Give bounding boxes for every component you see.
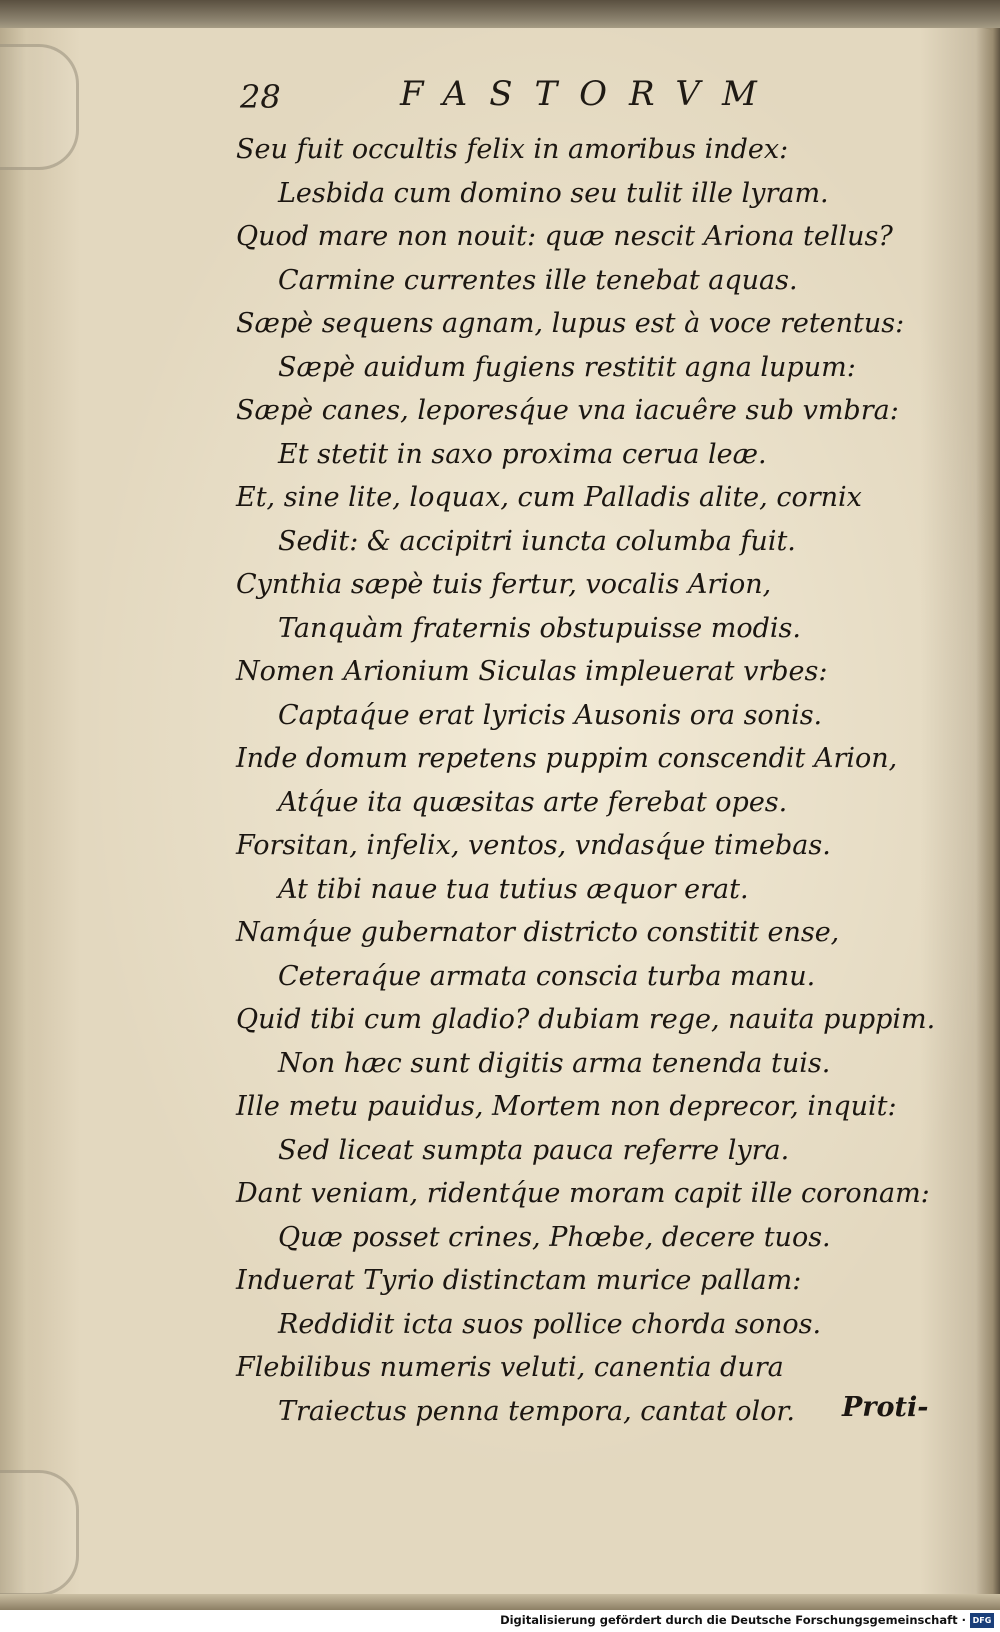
verse-line: Cynthia sæpè tuis fertur, vocalis Arion,	[236, 569, 772, 600]
verse-line: Sæpè canes, leporesq́ue vna iacuêre sub vmbra:	[236, 395, 899, 426]
verse-line: Forsitan, infelix, ventos, vndasq́ue timebas.	[236, 830, 831, 861]
verse-line: Traiectus penna tempora, cantat olor.	[278, 1395, 795, 1427]
verse-line: Captaq́ue erat lyricis Ausonis ora sonis.	[278, 699, 823, 731]
page-edge-right	[976, 28, 1000, 1608]
verse-list	[236, 128, 936, 1433]
funding-credit: Digitalisierung gefördert durch die Deutsche Forschungsgemeinschaft ·	[500, 1613, 966, 1627]
dfg-logo-icon: DFG	[970, 1613, 994, 1628]
verse-line: Seu fuit occultis felix in amoribus index:	[236, 134, 789, 165]
catchword: Proti-	[842, 1392, 929, 1423]
verse-line: Non hæc sunt digitis arma tenenda tuis.	[278, 1047, 831, 1079]
verse-line: Sed liceat sumpta pauca referre lyra.	[278, 1134, 790, 1166]
verse-line: Lesbida cum domino seu tulit ille lyram.	[278, 177, 829, 209]
verse-line: Sedit: & accipitri iuncta columba fuit.	[278, 525, 796, 557]
verse-line: Dant veniam, ridentq́ue moram capit ille coronam:	[236, 1178, 930, 1209]
verse-line: Sæpè sequens agnam, lupus est à voce retentus:	[236, 308, 905, 339]
page-header	[240, 74, 800, 124]
verse-line: Flebilibus numeris veluti, canentia dura	[236, 1352, 784, 1383]
verse-line: At tibi naue tua tutius æquor erat.	[278, 873, 749, 905]
verse-line: Atq́ue ita quæsitas arte ferebat opes.	[278, 786, 788, 818]
book-clip-bottom	[0, 1470, 79, 1596]
verse-line: Quod mare non nouit: quæ nescit Ariona tellus?	[236, 221, 893, 252]
verse-line: Tanquàm fraternis obstupuisse modis.	[278, 612, 801, 644]
verse-line: Quid tibi cum gladio? dubiam rege, nauita puppim.	[236, 1004, 936, 1035]
verse-line: Et, sine lite, loquax, cum Palladis alite, cornix	[236, 482, 862, 513]
verse-line: Ille metu pauidus, Mortem non deprecor, inquit:	[236, 1091, 897, 1122]
verse-line: Sæpè auidum fugiens restitit agna lupum:	[278, 351, 856, 383]
verse-line: Et stetit in saxo proxima cerua leæ.	[278, 438, 767, 470]
verse-line: Nomen Arionium Siculas impleuerat vrbes:	[236, 656, 828, 687]
verse-line: Ceteraq́ue armata conscia turba manu.	[278, 960, 816, 992]
verse-line: Reddidit icta suos pollice chorda sonos.	[278, 1308, 822, 1340]
running-title: FASTORVM	[400, 74, 779, 114]
book-bottom-edge	[0, 1594, 1000, 1610]
verse-line: Carmine currentes ille tenebat aquas.	[278, 264, 798, 296]
book-clip-top	[0, 44, 79, 170]
verse-line: Inde domum repetens puppim conscendit Arion,	[236, 743, 898, 774]
binding-gutter	[0, 28, 44, 1608]
verse-line: Namq́ue gubernator districto constitit ense,	[236, 917, 840, 948]
verse-line: Quæ posset crines, Phœbe, decere tuos.	[278, 1221, 831, 1253]
verse-line: Induerat Tyrio distinctam murice pallam:	[236, 1265, 802, 1296]
folio-number: 28	[240, 78, 281, 116]
